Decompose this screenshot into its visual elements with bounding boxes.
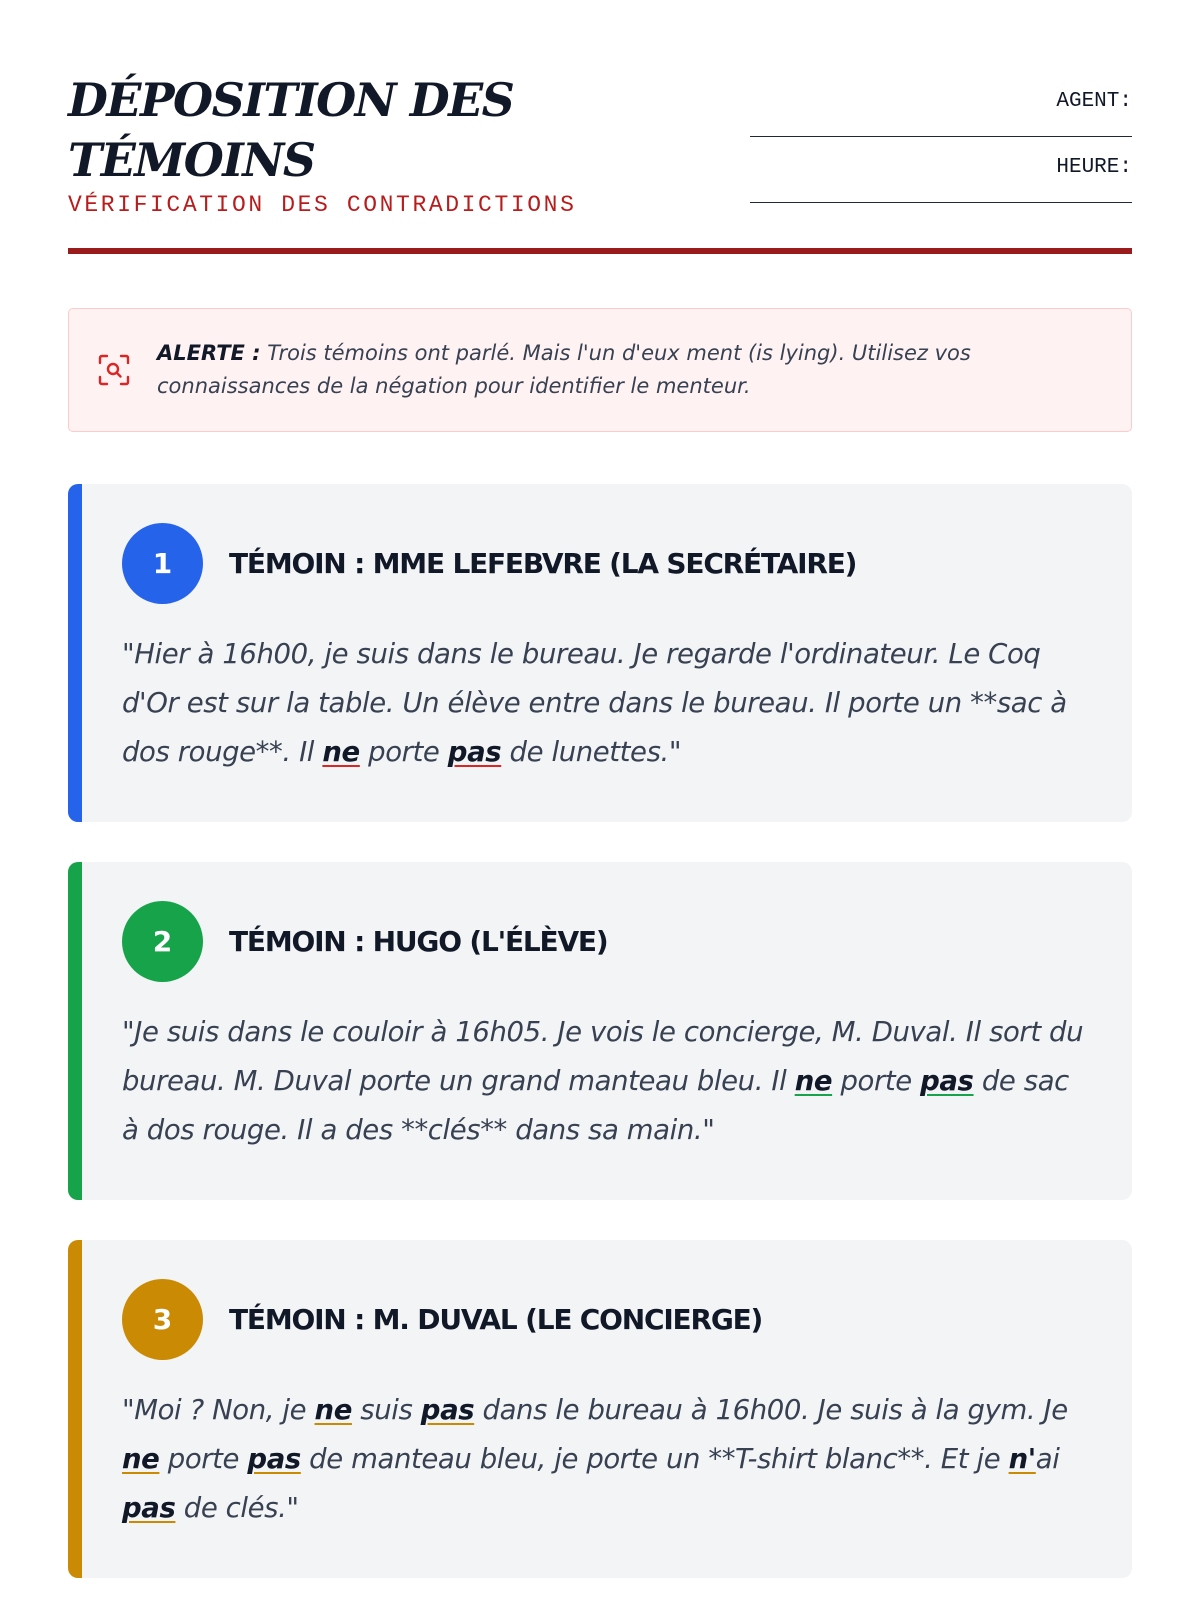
- negation-word: pas: [122, 1492, 176, 1524]
- statement-text: "Je suis dans le couloir à 16h05. Je vois le concierge, M. Duval. Il sort du bureau. M. Duval porte un grand manteau bleu. Il: [122, 1016, 1084, 1097]
- alert-lead: ALERTE :: [157, 341, 261, 365]
- statement-text: "Hier à 16h00, je suis dans le bureau. Je regarde l'ordinateur. Le Coq d'Or est sur la table. Un élève entre dans le bureau. Il porte un **sac à dos rouge**. Il: [122, 638, 1067, 768]
- negation-word: ne: [322, 736, 360, 768]
- alert-box: [68, 308, 1132, 432]
- witness-card-2: [68, 862, 1132, 1200]
- witness-statement: [122, 630, 1092, 777]
- page-subtitle: VÉRIFICATION DES CONTRADICTIONS: [68, 192, 577, 218]
- statement-text: dans le bureau à 16h00. Je suis à la gym. Je: [474, 1394, 1068, 1426]
- statement-text: de sac à dos rouge. Il a des **clés** dans sa main.": [122, 1065, 1069, 1146]
- witness-list: [68, 484, 1132, 1578]
- heure-label: HEURE:: [1056, 156, 1132, 179]
- negation-word: n': [1008, 1443, 1036, 1475]
- negation-word: ne: [794, 1065, 833, 1097]
- heure-input-line[interactable]: [750, 202, 1132, 203]
- witness-number-badge: 3: [122, 1279, 203, 1360]
- alert-body: Trois témoins ont parlé. Mais l'un d'eux ment (is lying). Utilisez vos connaissances de la négation pour identifier le menteur.: [157, 341, 971, 398]
- witness-name: TÉMOIN : M. DUVAL (LE CONCIERGE): [229, 1302, 763, 1336]
- negation-word: ne: [314, 1394, 352, 1426]
- negation-word: pas: [247, 1443, 301, 1475]
- statement-text: porte: [832, 1065, 921, 1097]
- witness-header: [122, 1278, 1092, 1360]
- form-fields: [750, 90, 1132, 222]
- witness-number-badge: 2: [122, 901, 203, 982]
- statement-text: porte: [159, 1443, 248, 1475]
- agent-field[interactable]: [750, 90, 1132, 156]
- witness-statement: [122, 1008, 1092, 1155]
- negation-word: ne: [122, 1443, 160, 1475]
- statement-text: de manteau bleu, je porte un **T-shirt blanc**. Et je: [300, 1443, 1009, 1475]
- witness-number-badge: 1: [122, 523, 203, 604]
- statement-text: ai: [1035, 1443, 1060, 1475]
- witness-name: TÉMOIN : MME LEFEBVRE (LA SECRÉTAIRE): [229, 546, 857, 580]
- agent-input-line[interactable]: [750, 136, 1132, 137]
- witness-statement: [122, 1386, 1092, 1533]
- witness-card-3: [68, 1240, 1132, 1578]
- heure-field[interactable]: [750, 156, 1132, 222]
- statement-text: porte: [359, 736, 448, 768]
- search-scan-icon: [97, 353, 131, 387]
- negation-word: pas: [920, 1065, 974, 1097]
- statement-text: suis: [351, 1394, 421, 1426]
- statement-text: de lunettes.": [501, 736, 682, 768]
- header-divider: [68, 248, 1132, 254]
- witness-name: TÉMOIN : HUGO (L'ÉLÈVE): [229, 924, 608, 958]
- document-header: [68, 70, 1132, 256]
- statement-text: "Moi ? Non, je: [122, 1394, 315, 1426]
- statement-text: de clés.": [175, 1492, 299, 1524]
- witness-header: [122, 900, 1092, 982]
- negation-word: pas: [447, 736, 502, 768]
- witness-card-1: [68, 484, 1132, 822]
- agent-label: AGENT:: [1056, 90, 1132, 113]
- witness-header: [122, 522, 1092, 604]
- alert-message: [157, 337, 1091, 403]
- page-title: DÉPOSITION DES TÉMOINS: [68, 73, 514, 187]
- negation-word: pas: [420, 1394, 475, 1426]
